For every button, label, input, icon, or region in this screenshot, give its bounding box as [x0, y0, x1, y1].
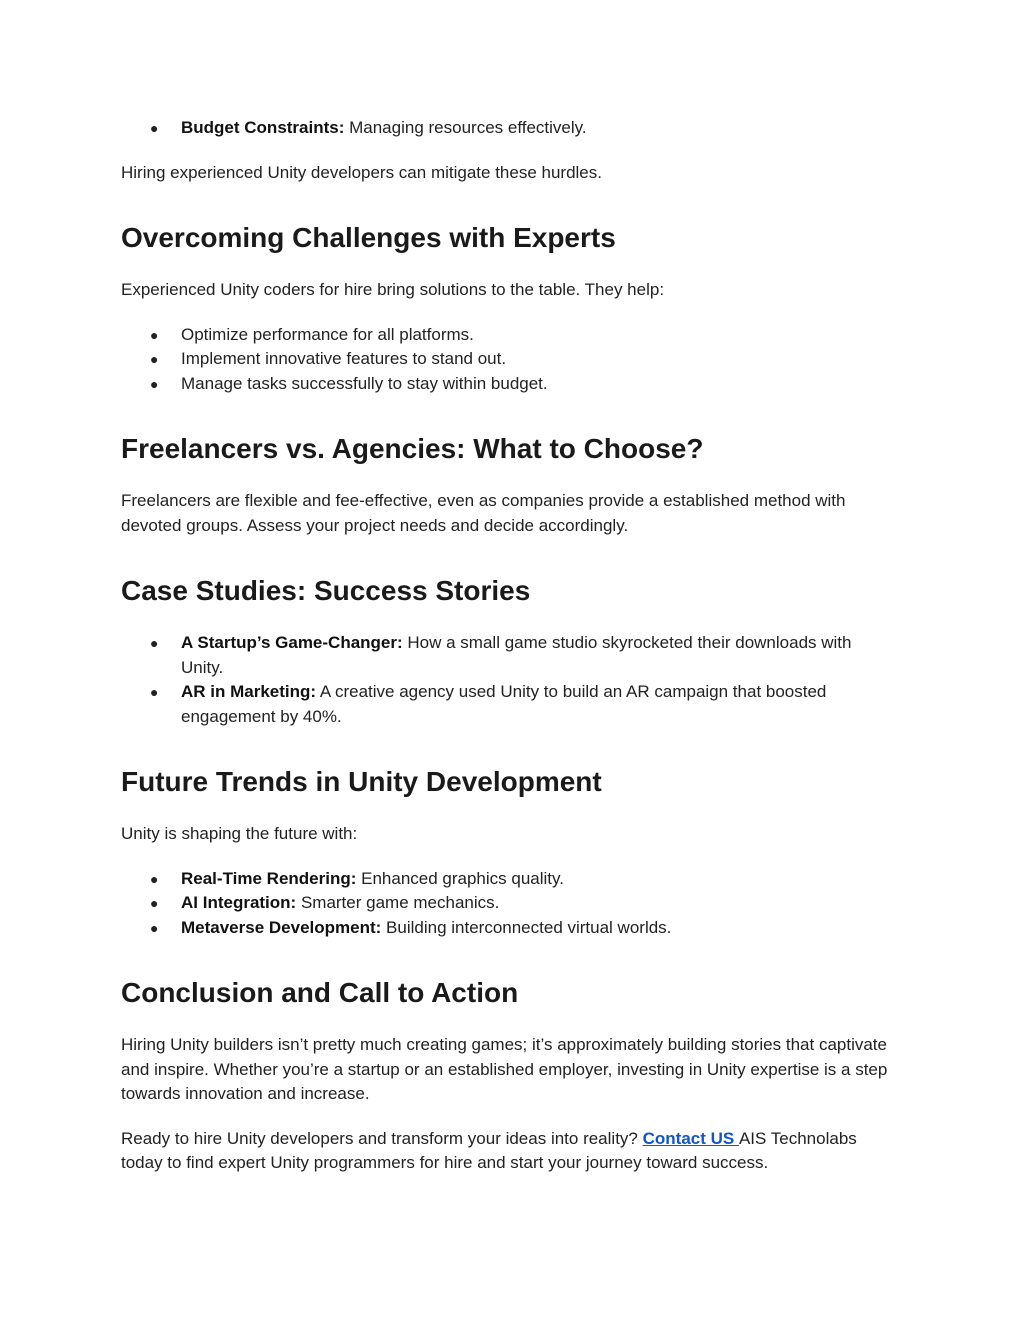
- item-label: Budget Constraints:: [181, 118, 345, 137]
- heading-freelancers: Freelancers vs. Agencies: What to Choose?: [121, 433, 704, 464]
- cta-text-after: AIS Technolabs today to find expert Unity programmers for hire and start your journey toward success.: [121, 1128, 857, 1172]
- future-paragraph: Unity is shaping the future with:: [121, 824, 358, 843]
- item-label: Metaverse Development:: [181, 917, 382, 937]
- item-text: How a small game studio skyrocketed their downloads with Unity.: [181, 633, 852, 677]
- item-text: Managing resources effectively.: [344, 118, 587, 137]
- overcoming-paragraph: Experienced Unity coders for hire bring solutions to the table. They help:: [121, 280, 665, 299]
- list-item: [121, 680, 891, 729]
- item-text: Building interconnected virtual worlds.: [381, 917, 672, 937]
- item-label: A Startup’s Game-Changer:: [181, 633, 403, 652]
- case-studies-list: [121, 631, 891, 729]
- item-text: Smarter game mechanics.: [296, 893, 500, 912]
- cta-paragraph: [121, 1127, 891, 1176]
- list-item: [121, 631, 891, 680]
- list-item: [121, 916, 891, 941]
- freelancers-paragraph: Freelancers are flexible and fee-effective, even as companies provide a established method with devoted groups. Assess your project needs and decide accordingly.: [121, 491, 846, 535]
- intro-list: [121, 116, 891, 141]
- list-item: [121, 116, 891, 141]
- list-item: [121, 891, 891, 916]
- overcoming-list: [121, 323, 891, 397]
- item-label: AR in Marketing:: [181, 682, 317, 701]
- list-item: ● Implement innovative features to stand out.: [121, 347, 891, 372]
- future-list: [121, 867, 891, 941]
- contact-us-link[interactable]: Contact US: [642, 1128, 739, 1148]
- item-label: Real-Time Rendering:: [181, 868, 357, 888]
- list-item: ● Optimize performance for all platforms.: [121, 323, 891, 348]
- conclusion-paragraph: Hiring Unity builders isn’t pretty much creating games; it’s approximately building stories that captivate and inspire. Whether you’re a startup or an established employer, investing in Unity expertise is a step towards innovation and increase.: [121, 1035, 888, 1103]
- heading-case-studies: Case Studies: Success Stories: [121, 575, 531, 606]
- item-text: A creative agency used Unity to build an AR campaign that boosted engagement by 40%.: [181, 682, 827, 726]
- item-label: AI Integration:: [181, 893, 297, 912]
- document-page: [121, 116, 891, 1176]
- list-item: [121, 867, 891, 892]
- cta-text-before: Ready to hire Unity developers and transform your ideas into reality?: [121, 1128, 643, 1148]
- heading-future: Future Trends in Unity Development: [121, 766, 602, 797]
- list-item: ● Manage tasks successfully to stay within budget.: [121, 372, 891, 397]
- item-text: Enhanced graphics quality.: [356, 868, 564, 888]
- heading-overcoming: Overcoming Challenges with Experts: [121, 222, 616, 253]
- intro-paragraph: Hiring experienced Unity developers can mitigate these hurdles.: [121, 162, 602, 182]
- heading-conclusion: Conclusion and Call to Action: [121, 977, 519, 1008]
